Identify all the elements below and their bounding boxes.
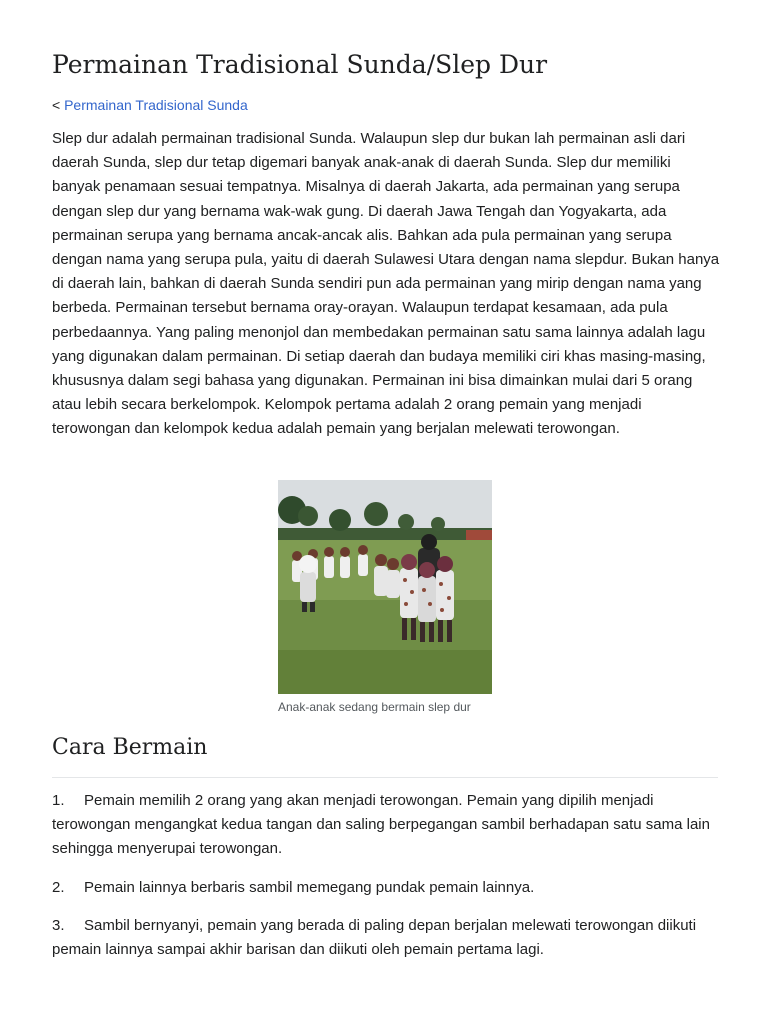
steps-list	[52, 789, 720, 976]
breadcrumb	[52, 97, 248, 113]
page-title: Permainan Tradisional Sunda/Slep Dur	[52, 50, 548, 79]
children-playing-photo[interactable]	[278, 480, 492, 694]
breadcrumb-parent-link[interactable]: Permainan Tradisional Sunda	[64, 97, 248, 113]
step-number: 1.	[52, 792, 65, 809]
step-number: 3.	[52, 916, 65, 934]
list-item	[52, 876, 720, 900]
step-number: 2.	[52, 878, 65, 896]
step-text: Pemain memilih 2 orang yang akan menjadi terowongan. Pemain yang dipilih menjadi terowongan mengangkat kedua tangan dan saling berpegangan sambil berhadapan satu sama lain sehingga menyerupai terowongan.	[52, 792, 710, 858]
figure-caption: Anak-anak sedang bermain slep dur	[278, 700, 471, 714]
step-text: Sambil bernyanyi, pemain yang berada di paling depan berjalan melewati terowongan diikuti pemain lainnya sampai akhir barisan dan diikuti oleh pemain pertama lagi.	[52, 916, 697, 959]
list-item	[52, 789, 720, 862]
photo-illustration	[278, 480, 492, 694]
section-heading-cara-bermain: Cara Bermain	[52, 735, 208, 760]
step-text: Pemain lainnya berbaris sambil memegang pundak pemain lainnya.	[84, 878, 535, 896]
intro-paragraph: Slep dur adalah permainan tradisional Sunda. Walaupun slep dur bukan lah permainan asli dari daerah Sunda, slep dur tetap digemari banyak anak-anak di daerah Sunda. Slep dur memiliki banyak penamaan sesuai tempatnya. Misalnya di daerah Jakarta, ada permainan yang serupa dengan slep dur yang bernama wak-wak gung. Di daerah Jawa Tengah dan Yogyakarta, ada permainan serupa yang bernama ancak-ancak alis. Bahkan ada pula permainan yang serupa dengan nama yang serupa pula, yaitu di daerah Sulawesi Utara dengan nama slepdur. Bukan hanya di daerah lain, bahkan di daerah Sunda sendiri pun ada permainan yang mirip dengan nama yang berbeda. Permainan tersebut bernama oray-orayan. Walaupun terdapat kesamaan, ada pula perbedaannya. Yang paling menonjol dan membedakan permainan satu sama lainnya adalah lagu yang digunakan dalam permainan. Di setiap daerah dan budaya memiliki ciri khas masing-masing, khususnya dalam segi bahasa yang digunakan. Permainan ini bisa dimainkan mulai dari 5 orang atau lebih secara berkelompok. Kelompok pertama adalah 2 orang pemain yang menjadi terowongan dan kelompok kedua adalah pemain yang berjalan melewati terowongan.	[52, 130, 720, 438]
list-item	[52, 914, 720, 962]
section-divider	[52, 777, 718, 778]
breadcrumb-prefix: <	[52, 97, 61, 113]
